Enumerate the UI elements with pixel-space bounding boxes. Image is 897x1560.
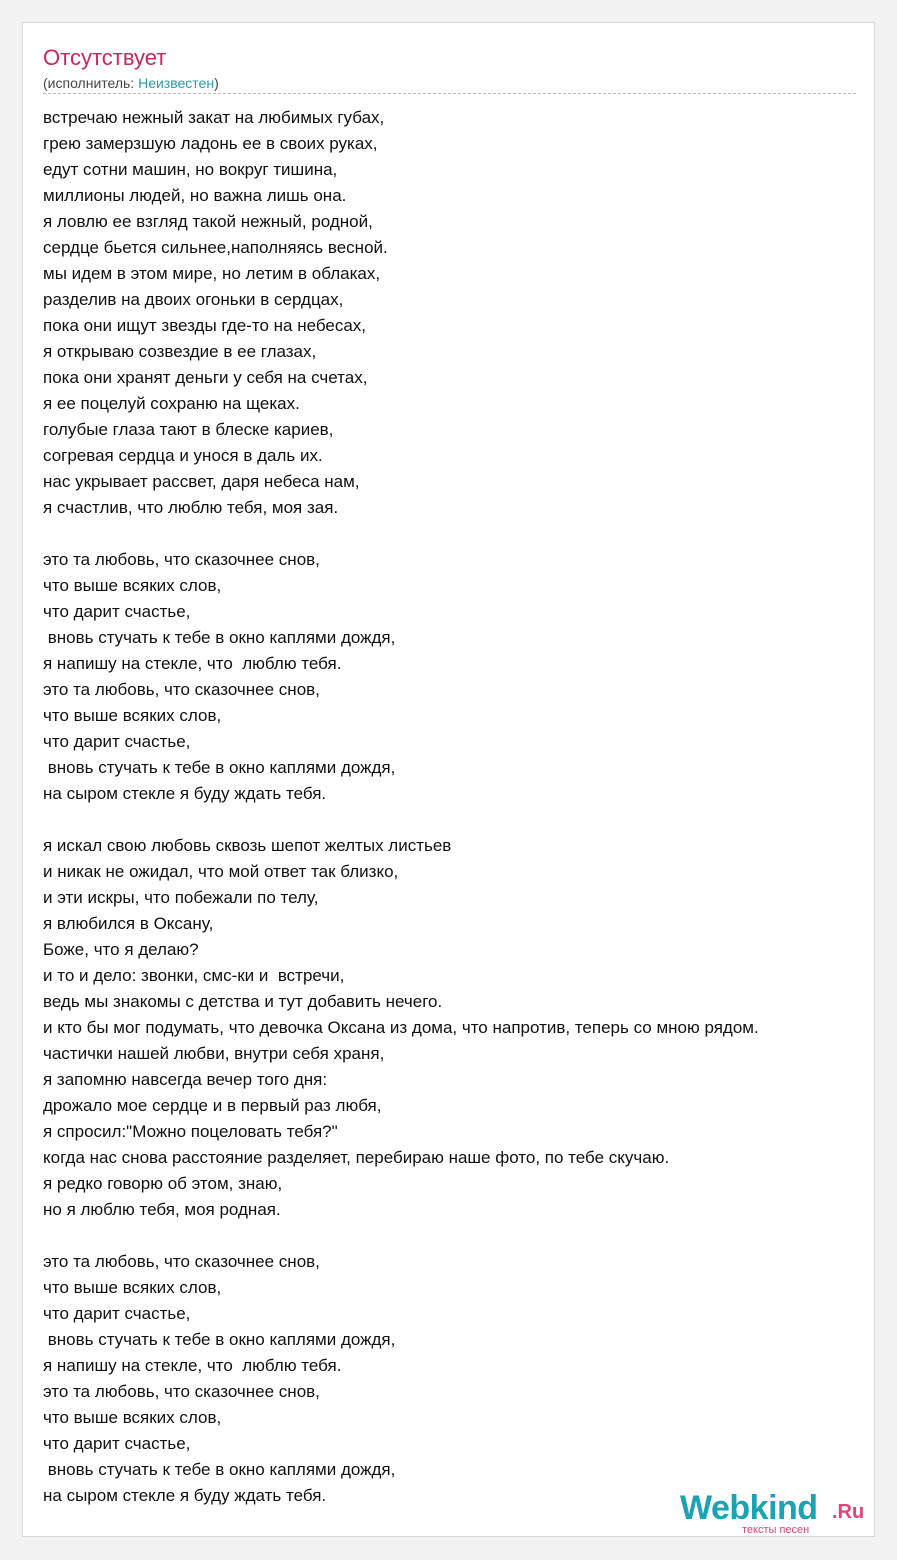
song-title: Отсутствует bbox=[43, 45, 167, 70]
lyrics-card bbox=[22, 22, 875, 1537]
lyric-line: я открываю созвездие в ее глазах, bbox=[43, 342, 317, 361]
lyric-line: что выше всяких слов, bbox=[43, 576, 222, 595]
lyric-line: встречаю нежный закат на любимых губах, bbox=[43, 108, 385, 127]
lyric-line: я спросил:"Можно поцеловать тебя?" bbox=[43, 1122, 338, 1141]
lyric-line: частички нашей любви, внутри себя храня, bbox=[43, 1044, 385, 1063]
artist-link[interactable]: Неизвестен bbox=[138, 75, 215, 91]
lyric-line: я ловлю ее взгляд такой нежный, родной, bbox=[43, 212, 373, 231]
webkind-logo[interactable] bbox=[680, 1488, 870, 1534]
lyric-line: и кто бы мог подумать, что девочка Оксана из дома, что напротив, теперь со мною рядом. bbox=[43, 1018, 759, 1037]
lyric-line: и никак не ожидал, что мой ответ так близко, bbox=[43, 862, 399, 881]
lyrics-text bbox=[43, 105, 897, 1509]
artist-prefix: (исполнитель: bbox=[43, 75, 139, 91]
lyric-line: вновь стучать к тебе в окно каплями дождя, bbox=[43, 628, 396, 647]
lyric-line: на сыром стекле я буду ждать тебя. bbox=[43, 1486, 327, 1505]
lyric-line: что дарит счастье, bbox=[43, 732, 191, 751]
lyric-line: пока они ищут звезды где-то на небесах, bbox=[43, 316, 367, 335]
lyric-line: я влюбился в Оксану, bbox=[43, 914, 214, 933]
title-divider bbox=[43, 93, 856, 94]
lyric-line: едут сотни машин, но вокруг тишина, bbox=[43, 160, 338, 179]
lyric-line: нас укрывает рассвет, даря небеса нам, bbox=[43, 472, 360, 491]
lyric-line: вновь стучать к тебе в окно каплями дождя, bbox=[43, 1330, 396, 1349]
lyric-line: мы идем в этом мире, но летим в облаках, bbox=[43, 264, 381, 283]
lyric-line: но я люблю тебя, моя родная. bbox=[43, 1200, 281, 1219]
lyric-line: ведь мы знакомы с детства и тут добавить нечего. bbox=[43, 992, 443, 1011]
lyric-line: это та любовь, что сказочнее снов, bbox=[43, 1252, 320, 1271]
lyric-line: что дарит счастье, bbox=[43, 1434, 191, 1453]
lyric-line: и эти искры, что побежали по телу, bbox=[43, 888, 319, 907]
lyric-line: вновь стучать к тебе в окно каплями дождя, bbox=[43, 1460, 396, 1479]
lyric-line: я запомню навсегда вечер того дня: bbox=[43, 1070, 328, 1089]
stanza-break bbox=[43, 521, 897, 547]
artist-suffix: ) bbox=[214, 75, 219, 91]
lyric-line: вновь стучать к тебе в окно каплями дождя, bbox=[43, 758, 396, 777]
lyric-line: я ее поцелуй сохраню на щеках. bbox=[43, 394, 300, 413]
lyric-line: что дарит счастье, bbox=[43, 602, 191, 621]
lyric-line: когда нас снова расстояние разделяет, перебираю наше фото, по тебе скучаю. bbox=[43, 1148, 670, 1167]
lyric-line: я искал свою любовь сквозь шепот желтых листьев bbox=[43, 836, 452, 855]
lyric-line: пока они хранят деньги у себя на счетах, bbox=[43, 368, 368, 387]
lyric-line: Боже, что я делаю? bbox=[43, 940, 199, 959]
lyric-line: на сыром стекле я буду ждать тебя. bbox=[43, 784, 327, 803]
lyric-line: это та любовь, что сказочнее снов, bbox=[43, 680, 320, 699]
lyric-line: я редко говорю об этом, знаю, bbox=[43, 1174, 283, 1193]
lyric-line: это та любовь, что сказочнее снов, bbox=[43, 1382, 320, 1401]
lyric-line: я напишу на стекле, что люблю тебя. bbox=[43, 1356, 342, 1375]
lyric-line: это та любовь, что сказочнее снов, bbox=[43, 550, 320, 569]
stanza-break bbox=[43, 1223, 897, 1249]
lyric-line: голубые глаза тают в блеске кариев, bbox=[43, 420, 334, 439]
logo-wordmark: Webkind bbox=[680, 1489, 818, 1527]
lyric-line: я напишу на стекле, что люблю тебя. bbox=[43, 654, 342, 673]
lyric-line: грею замерзшую ладонь ее в своих руках, bbox=[43, 134, 378, 153]
lyric-line: что дарит счастье, bbox=[43, 1304, 191, 1323]
lyric-line: разделив на двоих огоньки в сердцах, bbox=[43, 290, 344, 309]
lyric-line: я счастлив, что люблю тебя, моя зая. bbox=[43, 498, 339, 517]
lyric-line: что выше всяких слов, bbox=[43, 1408, 222, 1427]
lyric-line: что выше всяких слов, bbox=[43, 706, 222, 725]
stanza-break bbox=[43, 807, 897, 833]
artist-line bbox=[43, 74, 219, 92]
lyric-line: и то и дело: звонки, смс-ки и встречи, bbox=[43, 966, 345, 985]
logo-tld: .Ru bbox=[832, 1501, 865, 1523]
lyric-line: миллионы людей, но важна лишь она. bbox=[43, 186, 347, 205]
lyric-line: сердце бьется сильнее,наполняясь весной. bbox=[43, 238, 388, 257]
lyric-line: дрожало мое сердце и в первый раз любя, bbox=[43, 1096, 382, 1115]
logo-tagline: тексты песен bbox=[742, 1524, 810, 1536]
lyric-line: что выше всяких слов, bbox=[43, 1278, 222, 1297]
lyric-line: согревая сердца и унося в даль их. bbox=[43, 446, 323, 465]
